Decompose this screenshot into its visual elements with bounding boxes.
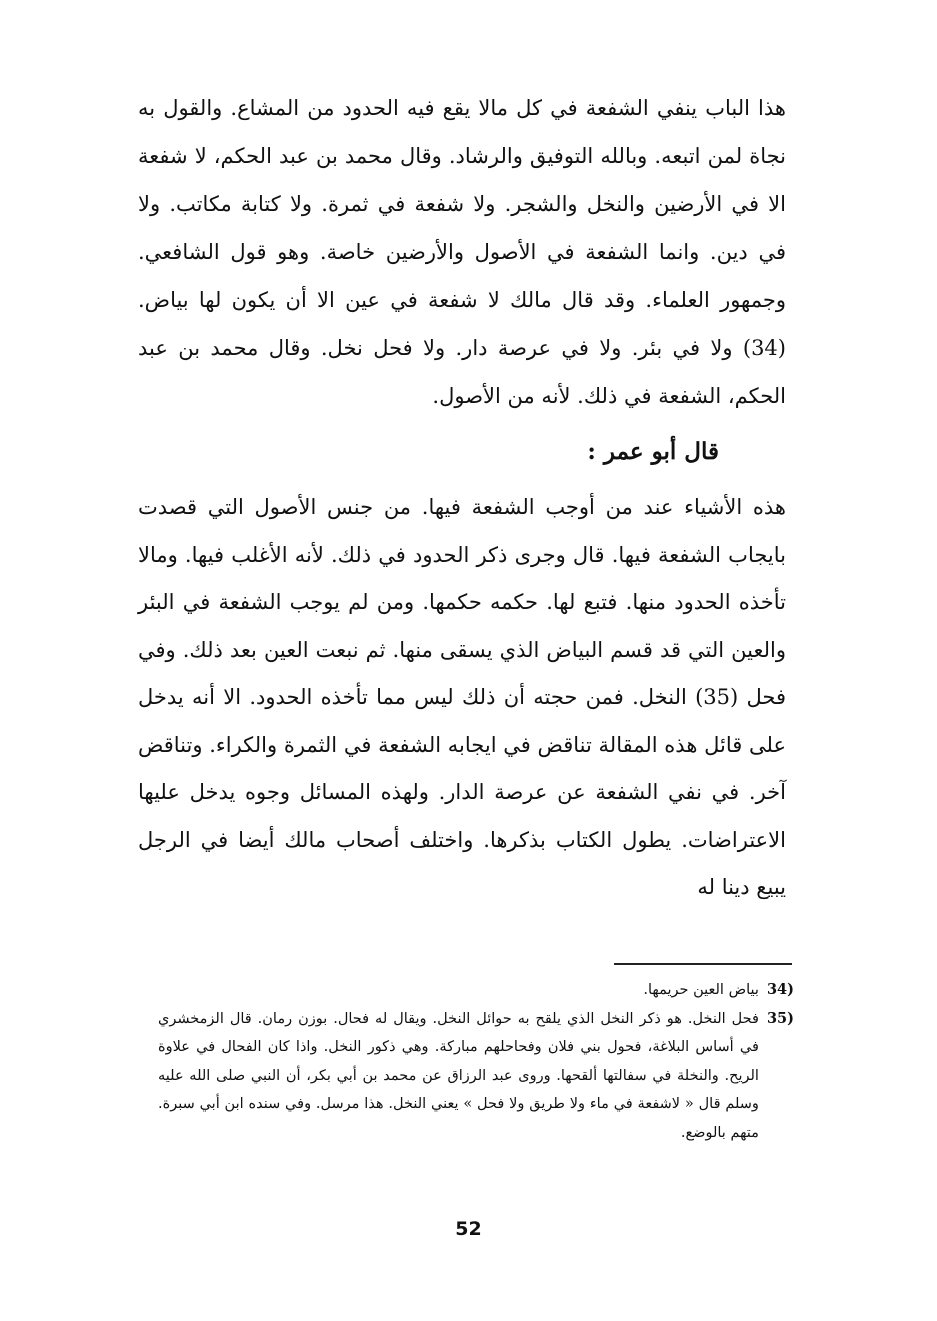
footnote-number: (35 (766, 1009, 794, 1027)
footnote-34 (158, 976, 794, 1005)
footnote-text: بياض العين حريمها. (643, 982, 759, 998)
page-number: 52 (455, 1218, 482, 1240)
section-heading: قال أبو عمر : (587, 438, 719, 465)
footnote-text: فحل النخل. هو ذكر النخل الذي يلقح به حوائل النخل. ويقال له فحال. بوزن رمان. قال الزمخشري في أساس البلاغة، فحول بني فلان وفحاحلهم مباركة. وهي ذكور النخل. واذا كان الفحال في علاوة الريح. والنخلة في سفالتها ألقحها. وروى عبد الرزاق عن محمد بن أبي بكر، أن النبي صلى الله عليه وسلم قال « لاشفعة في ماء ولا طريق ولا فحل » يعني النخل. هذا مرسل. وفي سنده ابن أبي سبرة. متهم بالوضع. (158, 1010, 759, 1141)
footnote-number: (34 (766, 981, 794, 998)
body-paragraph-1: هذا الباب ينفي الشفعة في كل مالا يقع فيه الحدود من المشاع. والقول به نجاة لمن اتبعه. وبالله التوفيق والرشاد. وقال محمد بن عبد الحكم، لا شفعة الا في الأرضين والنخل والشجر. ولا شفعة في ثمرة. ولا كتابة مكاتب. ولا في دين. وانما الشفعة في الأصول والأرضين خاصة. وهو قول الشافعي. وجمهور العلماء. وقد قال مالك لا شفعة في عين الا أن يكون لها بياض. (34) ولا في بئر. ولا في عرصة دار. ولا فحل نخل. وقال محمد بن عبد الحكم، الشفعة في ذلك. لأنه من الأصول. (138, 96, 786, 408)
body-paragraph-2: هذه الأشياء عند من أوجب الشفعة فيها. من جنس الأصول التي قصدت بايجاب الشفعة فيها. قال وجرى ذكر الحدود في ذلك. لأنه الأغلب فيها. ومالا تأخذه الحدود منها. فتبع لها. حكمه حكمها. ومن لم يوجب الشفعة في البئر والعين التي قد قسم البياض الذي يسقى منها. ثم نبعت العين بعد ذلك. وفي فحل (35) النخل. فمن حجته أن ذلك ليس مما تأخذه الحدود. الا أنه يدخل على قائل هذه المقالة تناقض في ايجابه الشفعة في الثمرة والكراء. وتناقض آخر. في نفي الشفعة عن عرصة الدار. ولهذه المسائل وجوه يدخل عليها الاعتراضات. يطول الكتاب بذكرها. واختلف أصحاب مالك أيضا في الرجل يبيع دينا له (138, 495, 787, 899)
footnote-35 (158, 1005, 794, 1148)
footnotes (158, 976, 794, 1147)
footnote-divider (614, 963, 792, 965)
